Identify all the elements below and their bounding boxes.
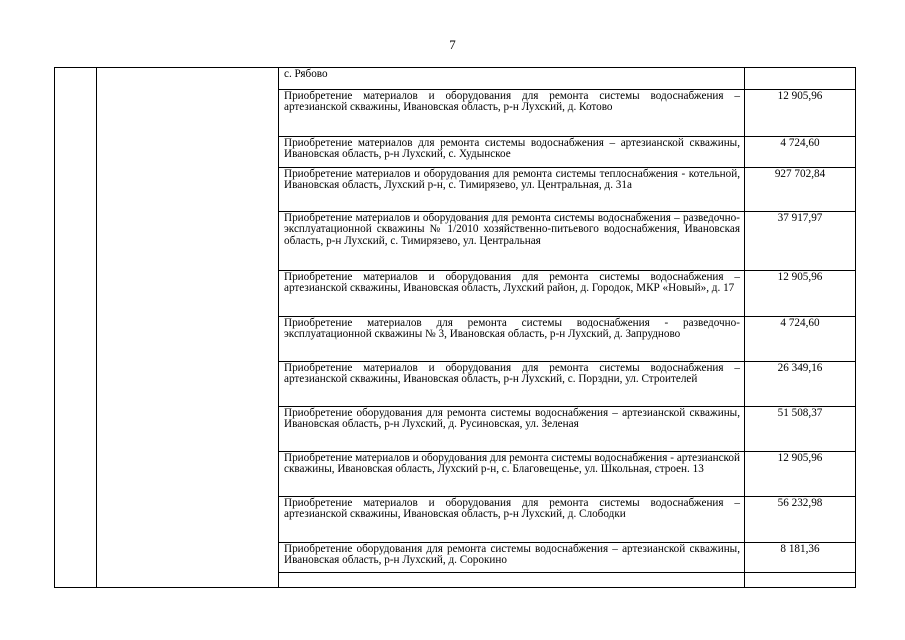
row-amount — [745, 68, 856, 90]
row-amount: 12 905,96 — [745, 271, 856, 317]
row-amount: 37 917,97 — [745, 212, 856, 271]
row-description: Приобретение материалов и оборудования для ремонта системы водоснабжения – разведочно-эксплуатационной скважины № 1/2010 хозяйственно-питьевого водоснабжения, Ивановская область, р-н Лухский, с. Тимирязево, ул. Центральная — [279, 212, 745, 271]
row-amount: 12 905,96 — [745, 90, 856, 137]
row-amount: 927 702,84 — [745, 168, 856, 212]
row-amount: 8 181,36 — [745, 543, 856, 573]
empty-col-1 — [55, 68, 97, 588]
table-row — [55, 68, 856, 90]
row-amount: 56 232,98 — [745, 497, 856, 543]
row-description: Приобретение материалов и оборудования для ремонта системы водоснабжения – артезианской скважины, Ивановская область, р-н Лухский, д. Котово — [279, 90, 745, 137]
row-description: Приобретение оборудования для ремонта системы водоснабжения – артезианской скважины, Ивановская область, р-н Лухский, д. Сорокино — [279, 543, 745, 573]
row-description: Приобретение материалов и оборудования для ремонта системы водоснабжения - артезианской скважины, Ивановская область, Лухский р-н, с. Благовещенье, ул. Школьная, строен. 13 — [279, 452, 745, 497]
row-amount: 51 508,37 — [745, 407, 856, 452]
row-description: с. Рябово — [279, 68, 745, 90]
tail-cell — [745, 573, 856, 588]
row-description: Приобретение материалов и оборудования для ремонта системы теплоснабжения - котельной, Ивановская область, Лухский р-н, с. Тимирязево, ул. Центральная, д. 31а — [279, 168, 745, 212]
empty-col-2 — [97, 68, 279, 588]
row-description: Приобретение материалов для ремонта системы водоснабжения – артезианской скважины, Ивановская область, р-н Лухский, с. Худынское — [279, 137, 745, 168]
page-number: 7 — [449, 37, 456, 52]
row-amount: 26 349,16 — [745, 362, 856, 407]
row-description: Приобретение материалов и оборудования для ремонта системы водоснабжения – артезианской скважины, Ивановская область, Лухский район, д. Городок, МКР «Новый», д. 17 — [279, 271, 745, 317]
tail-cell — [279, 573, 745, 588]
row-amount: 4 724,60 — [745, 137, 856, 168]
row-description: Приобретение оборудования для ремонта системы водоснабжения – артезианской скважины, Ивановская область, р-н Лухский, д. Русиновская, ул. Зеленая — [279, 407, 745, 452]
row-description: Приобретение материалов для ремонта системы водоснабжения - разведочно-эксплуатационной скважины № 3, Ивановская область, р-н Лухский, д. Запрудново — [279, 317, 745, 362]
row-description: Приобретение материалов и оборудования для ремонта системы водоснабжения – артезианской скважины, Ивановская область, р-н Лухский, с. Порздни, ул. Строителей — [279, 362, 745, 407]
row-amount: 4 724,60 — [745, 317, 856, 362]
expenditure-table — [54, 67, 856, 588]
row-description: Приобретение материалов и оборудования для ремонта системы водоснабжения – артезианской скважины, Ивановская область, р-н Лухский, д. Слободки — [279, 497, 745, 543]
row-amount: 12 905,96 — [745, 452, 856, 497]
